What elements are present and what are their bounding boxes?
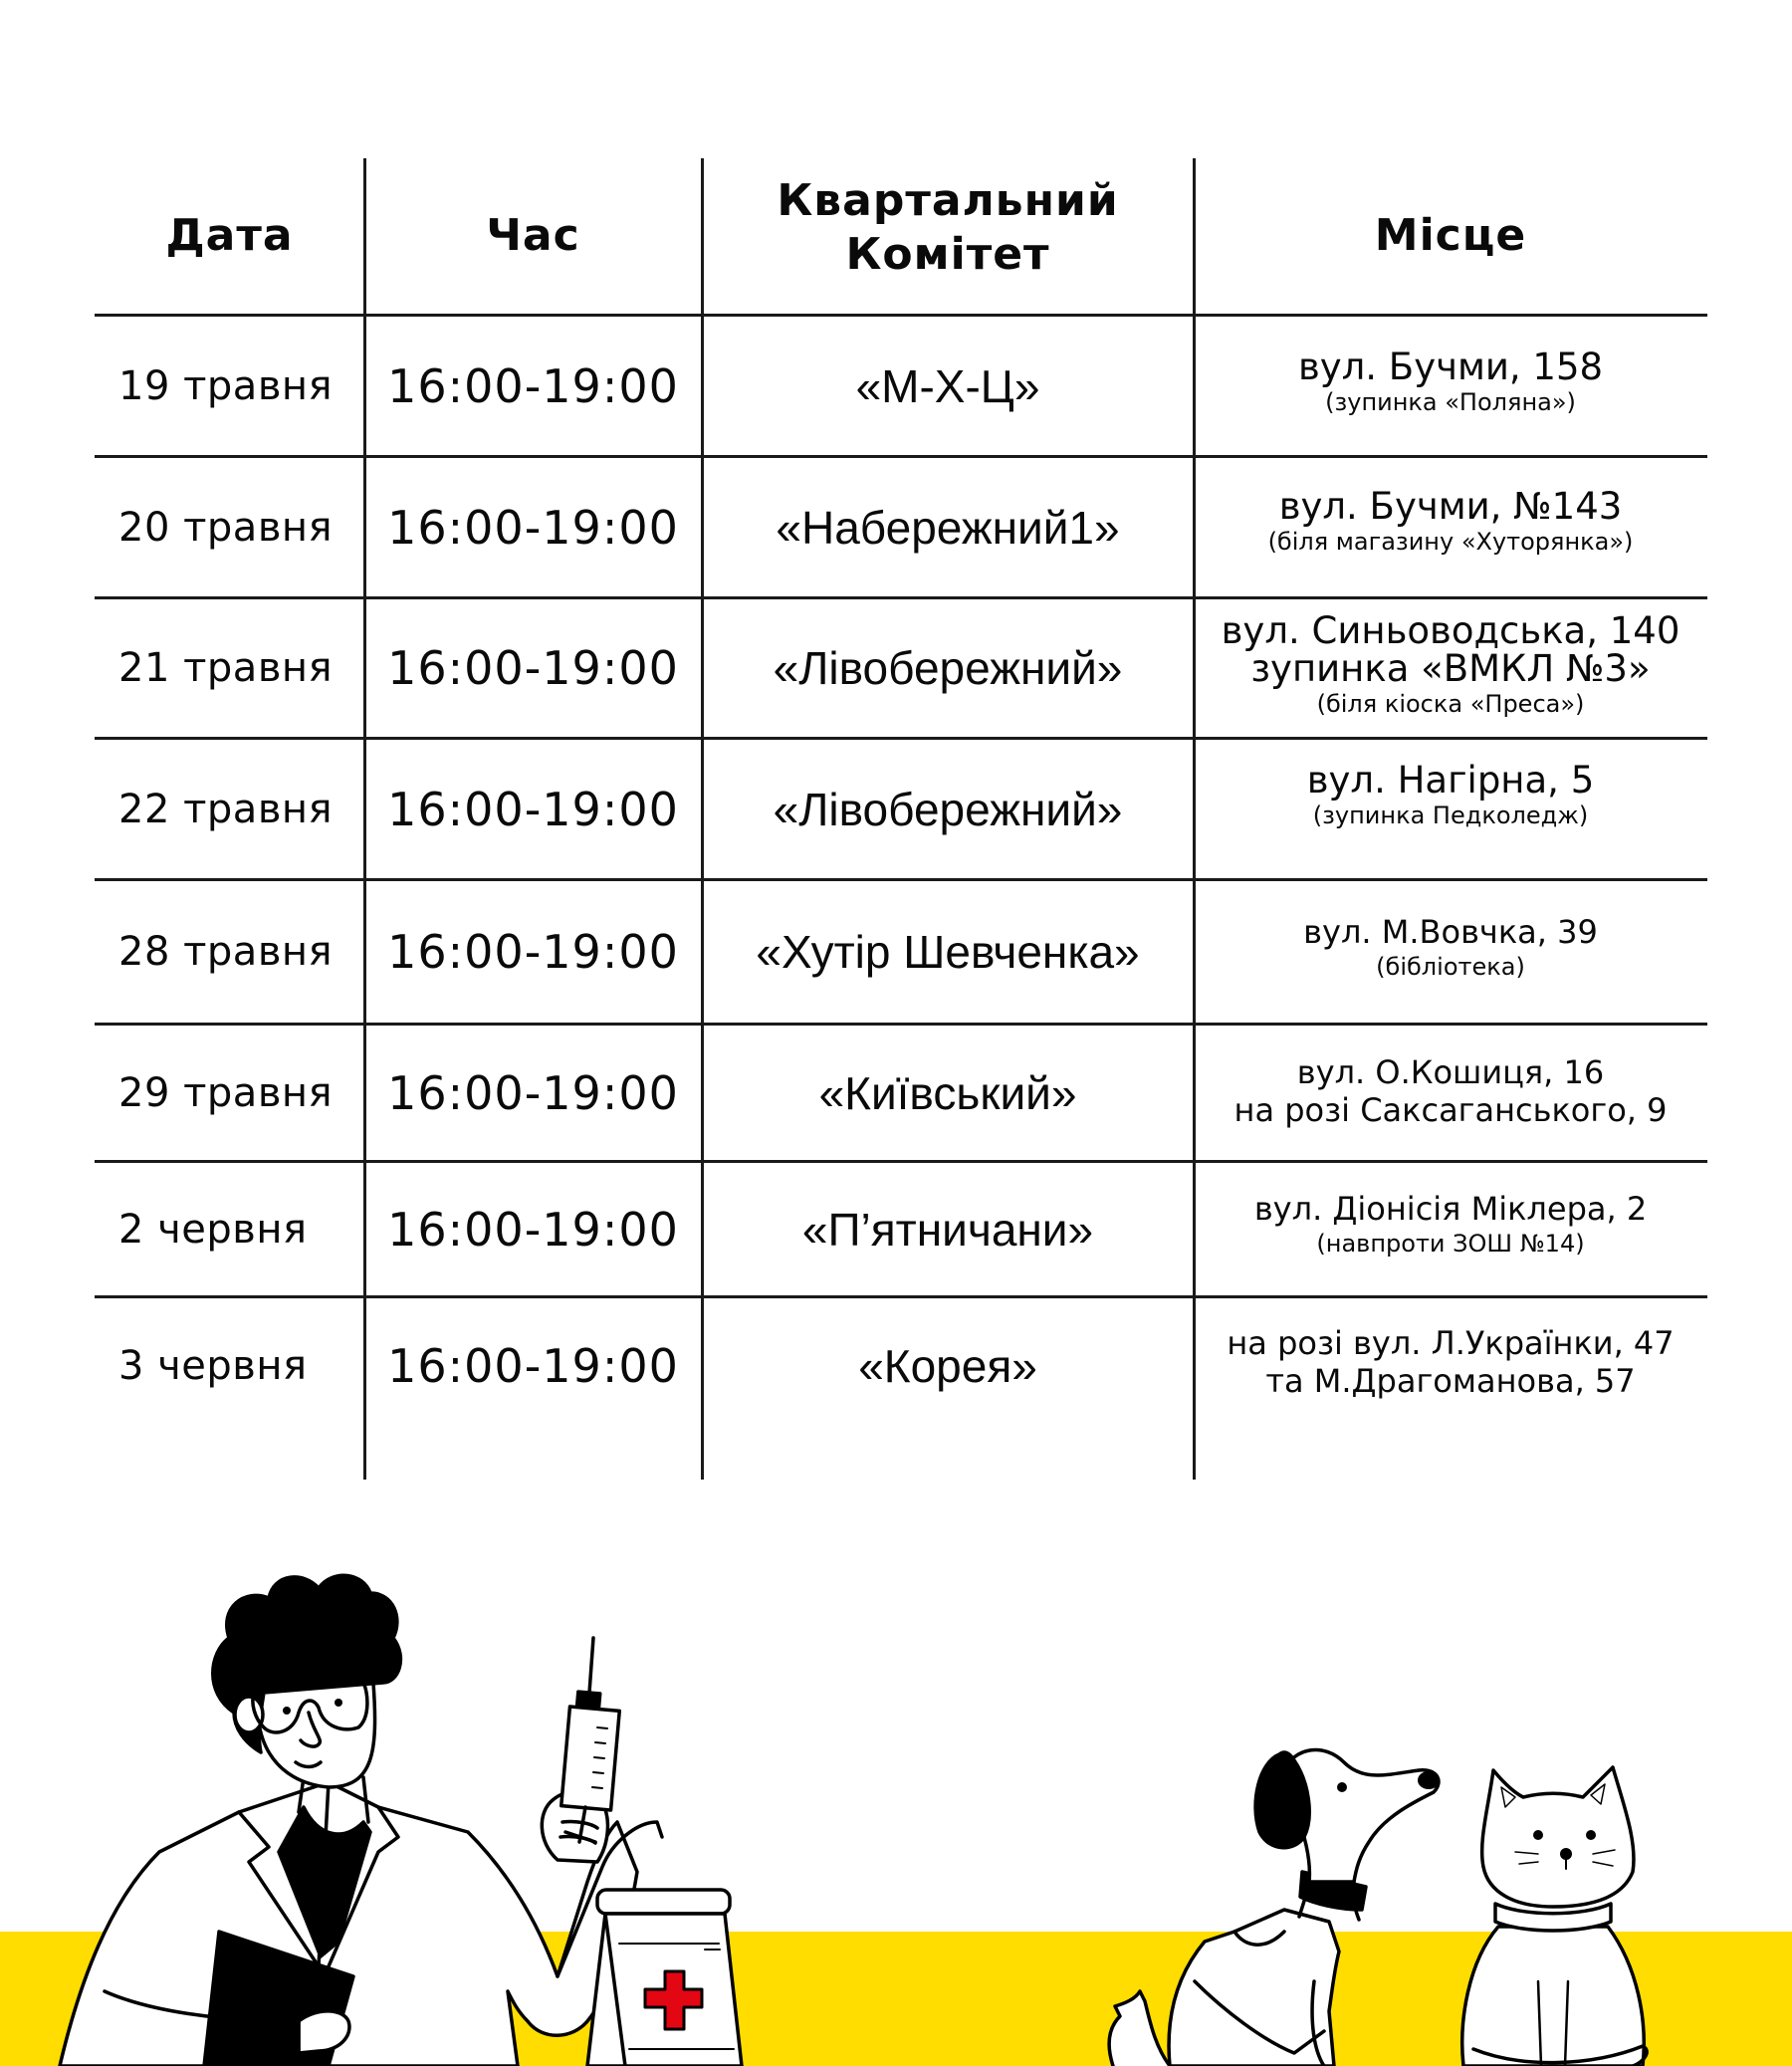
date-text: 20 травня — [118, 504, 334, 551]
committee-text: «Лівобережний» — [773, 783, 1123, 835]
place-note: (бібліотека) — [1376, 953, 1525, 981]
header-date-label: Дата — [165, 210, 294, 261]
time-text: 16:00-19:00 — [387, 1339, 679, 1393]
column-divider-2 — [701, 158, 704, 1480]
cell-committee — [702, 458, 1194, 596]
committee-text: «М-Х-Ц» — [855, 359, 1040, 412]
cell-committee — [702, 599, 1194, 737]
table-header-row — [95, 158, 1707, 317]
committee-text: «Хутір Шевченка» — [756, 926, 1140, 978]
table-row — [95, 1026, 1707, 1163]
time-text: 16:00-19:00 — [387, 500, 679, 555]
cell-place — [1194, 1163, 1707, 1295]
cell-date — [95, 599, 364, 737]
place-address-line2: та М.Драгоманова, 57 — [1265, 1362, 1636, 1400]
committee-text: «Корея» — [858, 1340, 1037, 1392]
place-address-line2: на розі Саксаганського, 9 — [1233, 1090, 1668, 1129]
time-text: 16:00-19:00 — [387, 358, 679, 413]
committee-text: «Набережний1» — [776, 501, 1120, 554]
place-address: на розі вул. Л.Українки, 47 — [1227, 1324, 1675, 1362]
header-committee — [702, 158, 1194, 314]
date-text: 2 червня — [118, 1206, 308, 1253]
header-committee-line1: Квартальний — [777, 175, 1119, 226]
place-address-line2: зупинка «ВМКЛ №3» — [1250, 647, 1651, 690]
table-row — [95, 1298, 1707, 1482]
place-note: (біля магазину «Хуторянка») — [1267, 527, 1634, 556]
cell-time — [364, 458, 702, 596]
cell-place — [1194, 881, 1707, 1023]
committee-text: «Лівобережний» — [773, 642, 1123, 694]
cell-date — [95, 881, 364, 1023]
cell-committee — [702, 740, 1194, 878]
committee-text: «П’ятничани» — [801, 1203, 1094, 1256]
date-text: 3 червня — [118, 1343, 308, 1389]
time-text: 16:00-19:00 — [387, 782, 679, 836]
place-note: (біля кіоска «Преса») — [1316, 690, 1585, 718]
cell-time — [364, 599, 702, 737]
cell-place — [1194, 317, 1707, 455]
cell-time — [364, 1298, 702, 1482]
cell-date — [95, 1026, 364, 1160]
cell-date — [95, 1298, 364, 1482]
cell-date — [95, 740, 364, 878]
place-address: вул. Бучми, №143 — [1278, 484, 1623, 528]
table-row — [95, 881, 1707, 1026]
cell-time — [364, 1163, 702, 1295]
table-row — [95, 1163, 1707, 1298]
column-divider-1 — [363, 158, 366, 1480]
date-text: 21 травня — [118, 645, 334, 691]
table-row — [95, 740, 1707, 881]
committee-text: «Київський» — [818, 1066, 1077, 1119]
place-address: вул. Нагірна, 5 — [1306, 758, 1595, 802]
time-text: 16:00-19:00 — [387, 925, 679, 979]
cell-committee — [702, 1298, 1194, 1482]
cell-place — [1194, 599, 1707, 737]
table-row — [95, 317, 1707, 458]
cell-committee — [702, 317, 1194, 455]
time-text: 16:00-19:00 — [387, 1065, 679, 1120]
yellow-floor-band — [0, 1932, 1792, 2066]
time-text: 16:00-19:00 — [387, 641, 679, 695]
table-row — [95, 599, 1707, 740]
date-text: 19 травня — [118, 362, 334, 409]
cell-committee — [702, 1026, 1194, 1160]
place-note: (зупинка «Поляна») — [1325, 387, 1576, 416]
date-text: 22 травня — [118, 786, 334, 832]
column-divider-3 — [1193, 158, 1196, 1480]
header-time — [364, 158, 702, 314]
cell-date — [95, 1163, 364, 1295]
place-address: вул. Бучми, 158 — [1297, 344, 1604, 388]
cell-time — [364, 317, 702, 455]
cell-date — [95, 458, 364, 596]
cell-time — [364, 740, 702, 878]
date-text: 29 травня — [118, 1069, 334, 1116]
cell-date — [95, 317, 364, 455]
cell-place — [1194, 1298, 1707, 1482]
header-place — [1194, 158, 1707, 314]
cell-committee — [702, 881, 1194, 1023]
cell-time — [364, 881, 702, 1023]
header-time-label: Час — [486, 210, 580, 261]
place-address: вул. М.Вовчка, 39 — [1303, 913, 1598, 951]
cell-committee — [702, 1163, 1194, 1295]
place-address: вул. Синьоводська, 140 — [1221, 609, 1680, 652]
syringe-icon — [561, 1638, 620, 1842]
place-note: (навпроти ЗОШ №14) — [1316, 1229, 1585, 1258]
time-text: 16:00-19:00 — [387, 1202, 679, 1257]
header-committee-line2: Комітет — [845, 229, 1050, 280]
cell-place — [1194, 458, 1707, 596]
place-address: вул. Діонісія Міклера, 2 — [1253, 1189, 1648, 1228]
header-date — [95, 158, 364, 314]
cell-time — [364, 1026, 702, 1160]
table-row — [95, 458, 1707, 599]
cell-place — [1194, 1026, 1707, 1160]
place-address: вул. О.Кошиця, 16 — [1296, 1052, 1605, 1091]
header-place-label: Місце — [1374, 210, 1527, 261]
date-text: 28 травня — [118, 929, 334, 975]
place-note: (зупинка Педколедж) — [1312, 801, 1589, 829]
cell-place — [1194, 740, 1707, 878]
